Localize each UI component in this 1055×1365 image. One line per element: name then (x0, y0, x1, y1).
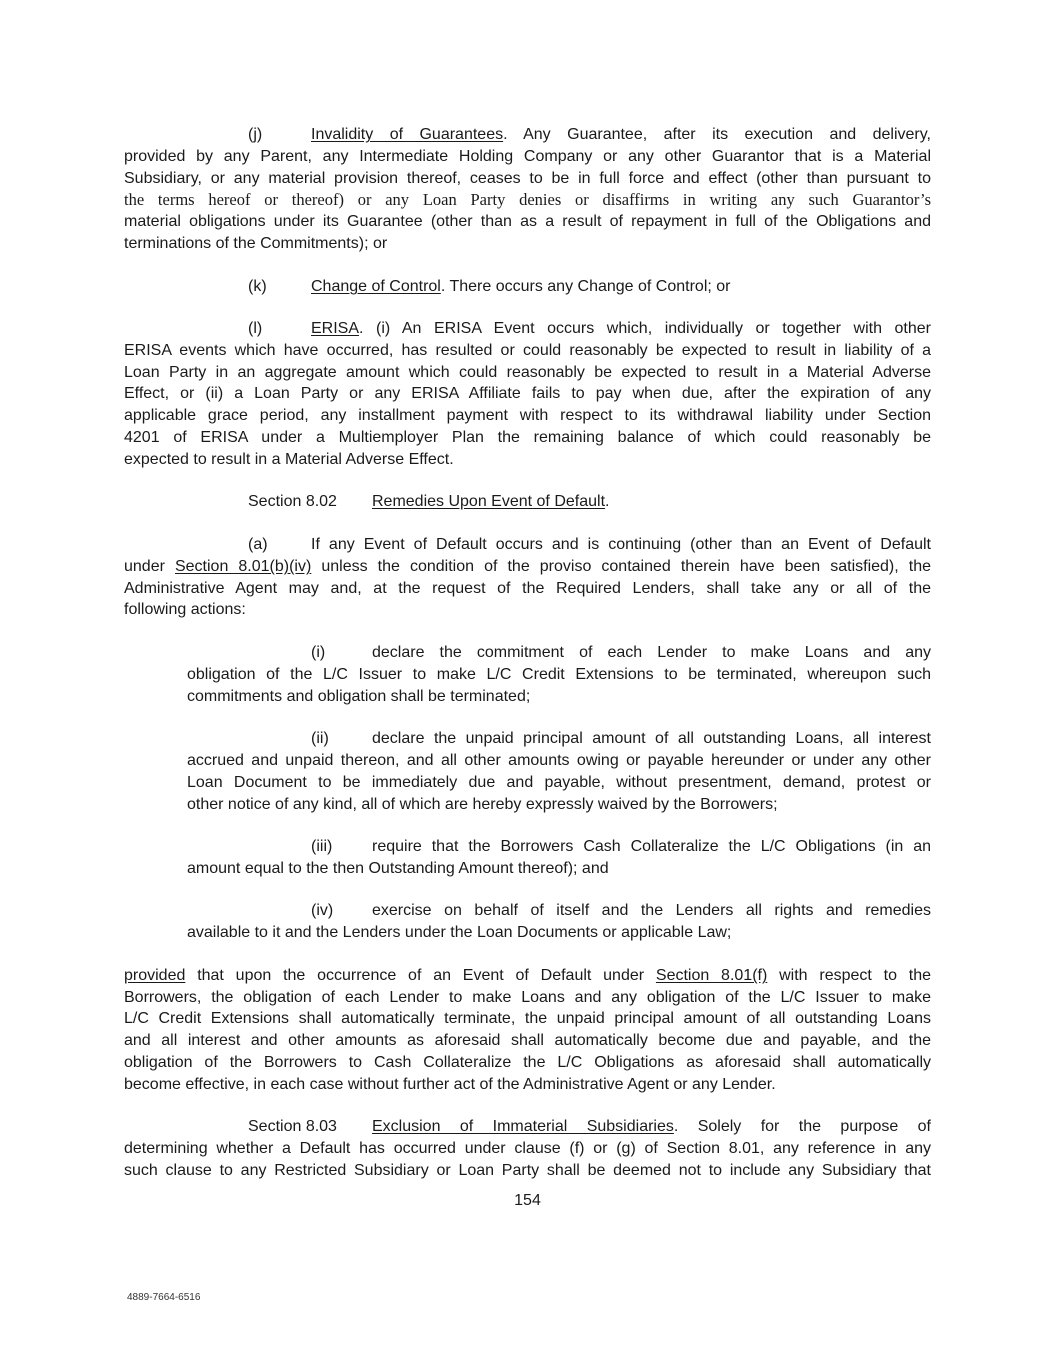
text-line: 4201 of ERISA under a Multiemployer Plan the remaining balance of which could reasonably be (124, 429, 931, 446)
text-line: Loan Party in an aggregate amount which could reasonably be expected to result in a Material Adverse (124, 364, 931, 381)
paragraph-heading: Change of Control (311, 278, 441, 295)
paragraph-heading: ERISA (311, 320, 360, 337)
section-label: Section 8.03 (248, 1118, 337, 1135)
text-line: material obligations under its Guarantee (other than as a result of repayment in full of the Obligations and (124, 213, 931, 230)
text-line: exercise on behalf of itself and the Lenders all rights and remedies (372, 902, 931, 919)
text-segment: . (605, 493, 610, 510)
text-line (311, 318, 931, 340)
page-number: 154 (514, 1192, 541, 1209)
text-line (372, 1116, 931, 1138)
text-line: Administrative Agent may and, at the request of the Required Lenders, shall take any or all of the (124, 580, 931, 597)
text-line: other notice of any kind, all of which are hereby expressly waived by the Borrowers; (187, 796, 778, 813)
text-line: commitments and obligation shall be terminated; (187, 688, 531, 705)
item-label: (iii) (311, 838, 333, 855)
text-line: applicable grace period, any installment payment with respect to its withdrawal liability under Section (124, 407, 931, 424)
paragraph-label: (k) (248, 278, 267, 295)
text-line: provided by any Parent, any Intermediate Holding Company or any other Guarantor that is a Material (124, 148, 931, 165)
text-line: amount equal to the then Outstanding Amount thereof); and (187, 860, 609, 877)
text-line: ERISA events which have occurred, has resulted or could reasonably be expected to result in liability of a (124, 342, 931, 359)
text-segment: . There occurs any Change of Control; or (440, 278, 731, 295)
text-segment: . Any Guarantee, after its execution and delivery, (503, 126, 931, 143)
text-line (372, 491, 931, 513)
section-reference: Section 8.01(b)(iv) (174, 558, 312, 575)
paragraph-label: (l) (248, 320, 263, 337)
text-segment: under (124, 558, 165, 575)
paragraph-heading: Invalidity of Guarantees (311, 126, 504, 143)
section-reference: Section 8.01(f) (655, 967, 768, 984)
text-line (311, 276, 931, 298)
text-line: Loan Document to be immediately due and payable, without presentment, demand, protest or (187, 774, 931, 791)
item-label: (iv) (311, 902, 334, 919)
paragraph-label: (j) (248, 126, 263, 143)
item-label: (i) (311, 644, 326, 661)
text-line: become effective, in each case without further act of the Administrative Agent or any Lender. (124, 1076, 776, 1093)
document-id: 4889-7664-6516 (127, 1292, 201, 1303)
paragraph-label: (a) (248, 536, 268, 553)
text-line: declare the unpaid principal amount of all outstanding Loans, all interest (372, 730, 931, 747)
text-line: available to it and the Lenders under the Loan Documents or applicable Law; (187, 924, 732, 941)
text-line: Effect, or (ii) a Loan Party or any ERISA Affiliate fails to pay when due, after the expiration of any (124, 385, 931, 402)
text-line: the terms hereof or thereof) or any Loan Party denies or disaffirms in writing any such Guarantor’s (124, 190, 931, 209)
text-line: declare the commitment of each Lender to make Loans and any (372, 644, 931, 661)
section-heading: Remedies Upon Event of Default (372, 493, 606, 510)
item-label: (ii) (311, 730, 329, 747)
text-line: following actions: (124, 601, 246, 618)
text-line: expected to result in a Material Adverse Effect. (124, 451, 454, 468)
text-line (124, 965, 931, 987)
text-line: accrued and unpaid thereon, and all other amounts owing or payable hereunder or under any other (187, 752, 931, 769)
proviso-term: provided (124, 967, 186, 984)
text-line: L/C Credit Extensions shall automatically terminate, the unpaid principal amount of all outstanding Loans (124, 1010, 931, 1027)
text-line: such clause to any Restricted Subsidiary or Loan Party shall be deemed not to include any Subsidiary that (124, 1162, 931, 1179)
text-line: obligation of the Borrowers to Cash Collateralize the L/C Obligations as aforesaid shall automatically (124, 1054, 931, 1071)
text-line: terminations of the Commitments); or (124, 235, 388, 252)
text-line: obligation of the L/C Issuer to make L/C Credit Extensions to be terminated, whereupon such (187, 666, 931, 683)
text-line (124, 556, 931, 578)
text-line: determining whether a Default has occurred under clause (f) or (g) of Section 8.01, any reference in any (124, 1140, 931, 1157)
section-label: Section 8.02 (248, 493, 337, 510)
section-heading: Exclusion of Immaterial Subsidiaries (372, 1118, 674, 1135)
text-segment: . (i) An ERISA Event occurs which, individually or together with other (359, 320, 931, 337)
text-line: Borrowers, the obligation of each Lender to make Loans and any obligation of the L/C Issuer to make (124, 989, 931, 1006)
text-line: and all interest and other amounts as aforesaid shall automatically become due and payable, and the (124, 1032, 931, 1049)
text-segment: that upon the occurrence of an Event of Default under (197, 967, 645, 984)
text-segment: with respect to the (779, 967, 932, 984)
text-line: Subsidiary, or any material provision thereof, ceases to be in full force and effect (other than pursuant to (124, 170, 931, 187)
text-segment: . Solely for the purpose of (673, 1118, 931, 1135)
text-line (311, 124, 931, 146)
text-segment: unless the condition of the proviso contained therein have been satisfied), the (321, 558, 931, 575)
text-line: If any Event of Default occurs and is continuing (other than an Event of Default (311, 536, 931, 553)
text-line: require that the Borrowers Cash Collateralize the L/C Obligations (in an (372, 838, 931, 855)
